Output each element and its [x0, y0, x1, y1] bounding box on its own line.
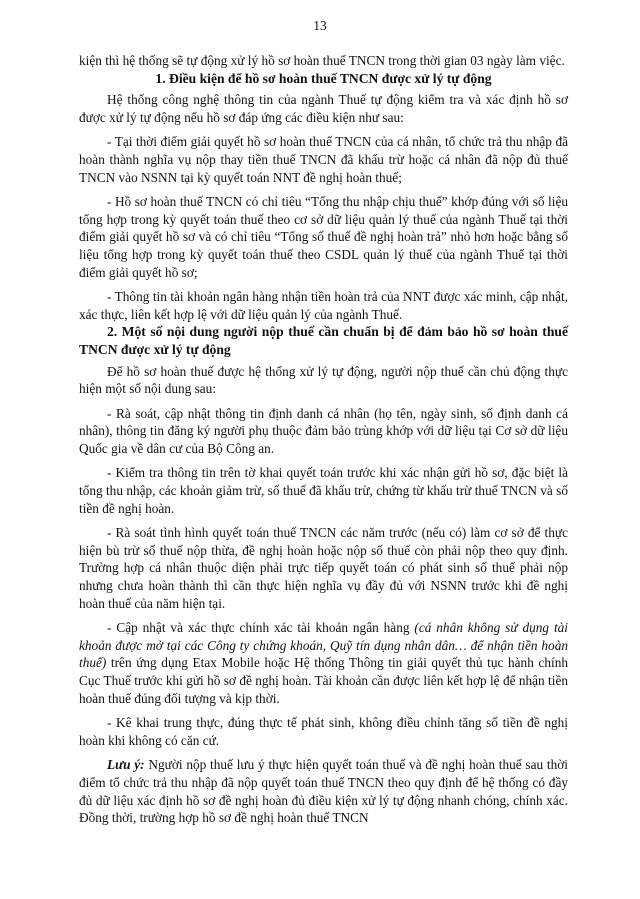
section-2-heading: 2. Một số nội dung người nộp thuế cần chuẩn bị để đảm bảo hồ sơ hoàn thuế TNCN được xử lý tự động — [79, 324, 568, 357]
page-body — [79, 52, 568, 827]
bank-item-text-continued: trên ứng dụng Etax Mobile hoặc Hệ thống Thông tin giải quyết thủ tục hành chính Cục Thuế trước khi gửi hồ sơ đề nghị hoàn. Tài khoản cần được liên kết hợp lệ để nhận tiền hoàn thuế đúng đối tượng và kịp thời. — [79, 655, 568, 706]
section-1-item: - Tại thời điểm giải quyết hồ sơ hoàn thuế TNCN của cá nhân, tổ chức trả thu nhập đã hoàn thành nghĩa vụ nộp thay tiền thuế TNCN đã khấu trừ hoặc cá nhân đã nộp đủ thuế TNCN vào NSNN tại kỳ quyết toán NNT đề nghị hoàn thuế; — [79, 134, 568, 185]
intro-paragraph: kiện thì hệ thống sẽ tự động xử lý hồ sơ hoàn thuế TNCN trong thời gian 03 ngày làm việc. — [79, 53, 565, 68]
bank-item-text: - Cập nhật và xác thực chính xác tài khoản ngân hàng — [107, 620, 415, 636]
section-1-heading: 1. Điều kiện để hồ sơ hoàn thuế TNCN được xử lý tự động — [155, 70, 492, 86]
section-1-paragraph: Hệ thống công nghệ thông tin của ngành Thuế tự động kiểm tra và xác định hồ sơ được xử lý tự động nếu hồ sơ đáp ứng các điều kiện như sau: — [79, 92, 568, 125]
note-paragraph — [79, 756, 568, 826]
section-2-bank-item — [79, 619, 568, 707]
section-1-item: - Thông tin tài khoản ngân hàng nhận tiền hoàn trả của NNT được xác minh, cập nhật, xác thực, liên kết hợp lệ với dữ liệu quản lý của ngành Thuế. — [79, 289, 568, 322]
section-2-paragraph: Để hồ sơ hoàn thuế được hệ thống xử lý tự động, người nộp thuế cần chủ động thực hiện một số nội dung sau: — [79, 363, 568, 397]
bank-item-italic-note: (cá nhân không sử dụng tài khoản được mở tại các Công ty chứng khoán, Quỹ tín dụng nhân dân… để nhận tiền hoàn thuế) — [79, 620, 569, 671]
section-2-item: - Rà soát tình hình quyết toán thuế TNCN các năm trước (nếu có) làm cơ sở để thực hiện bù trừ số thuế nộp thừa, đề nghị hoàn hoặc nộp số thuế còn phải nộp theo quy định. Trường hợp cá nhân thuộc diện phải trực tiếp quyết toán có phát sinh số thuế phải nộp nhưng chưa hoàn thành thì cần thực hiện nghĩa vụ đầy đủ với NSNN trước khi đề nghị hoàn thuế của năm hiện tại. — [79, 525, 568, 611]
section-1-item: - Hồ sơ hoàn thuế TNCN có chỉ tiêu “Tổng thu nhập chịu thuế” khớp đúng với số liệu tổng hợp trong kỳ quyết toán thuế theo cơ sở dữ liệu quản lý thuế của ngành Thuế tại thời điểm giải quyết hồ sơ và có chỉ tiêu “Tổng số thuế đề nghị hoàn trả” nhỏ hơn hoặc bằng số liệu tổng hợp trong kỳ quyết toán thuế theo CSDL quản lý thuế của ngành Thuế tại thời điểm giải quyết hồ sơ; — [79, 194, 568, 280]
section-2-item: - Kiểm tra thông tin trên tờ khai quyết toán trước khi xác nhận gửi hồ sơ, đặc biệt là tổng thu nhập, các khoản giảm trừ, số thuế đã khấu trừ, chứng từ khấu trừ thuế TNCN và số tiền đề nghị hoàn. — [79, 465, 568, 516]
section-2-item: - Kê khai trung thực, đúng thực tế phát sinh, không điều chỉnh tăng số tiền đề nghị hoàn khi không có căn cứ. — [79, 715, 568, 748]
page-number: 13 — [313, 18, 327, 33]
note-label: Lưu ý: — [107, 757, 145, 773]
note-text: Người nộp thuế lưu ý thực hiện quyết toán thuế và đề nghị hoàn thuế sau thời điểm tổ chức trả thu nhập đã nộp quyết toán thuế TNCN theo quy định để hệ thống có đầy đủ dữ liệu xác định hồ sơ đề nghị hoàn đủ điều kiện xử lý tự động nhanh chóng, chính xác. Đồng thời, trường hợp hồ sơ đề nghị hoàn thuế TNCN — [79, 757, 568, 826]
section-2-item: - Rà soát, cập nhật thông tin định danh cá nhân (họ tên, ngày sinh, số định danh cá nhân), thông tin đăng ký người phụ thuộc đảm bảo trùng khớp với dữ liệu tại Cơ sở dữ liệu Quốc gia về dân cư của Bộ Công an. — [79, 405, 568, 456]
